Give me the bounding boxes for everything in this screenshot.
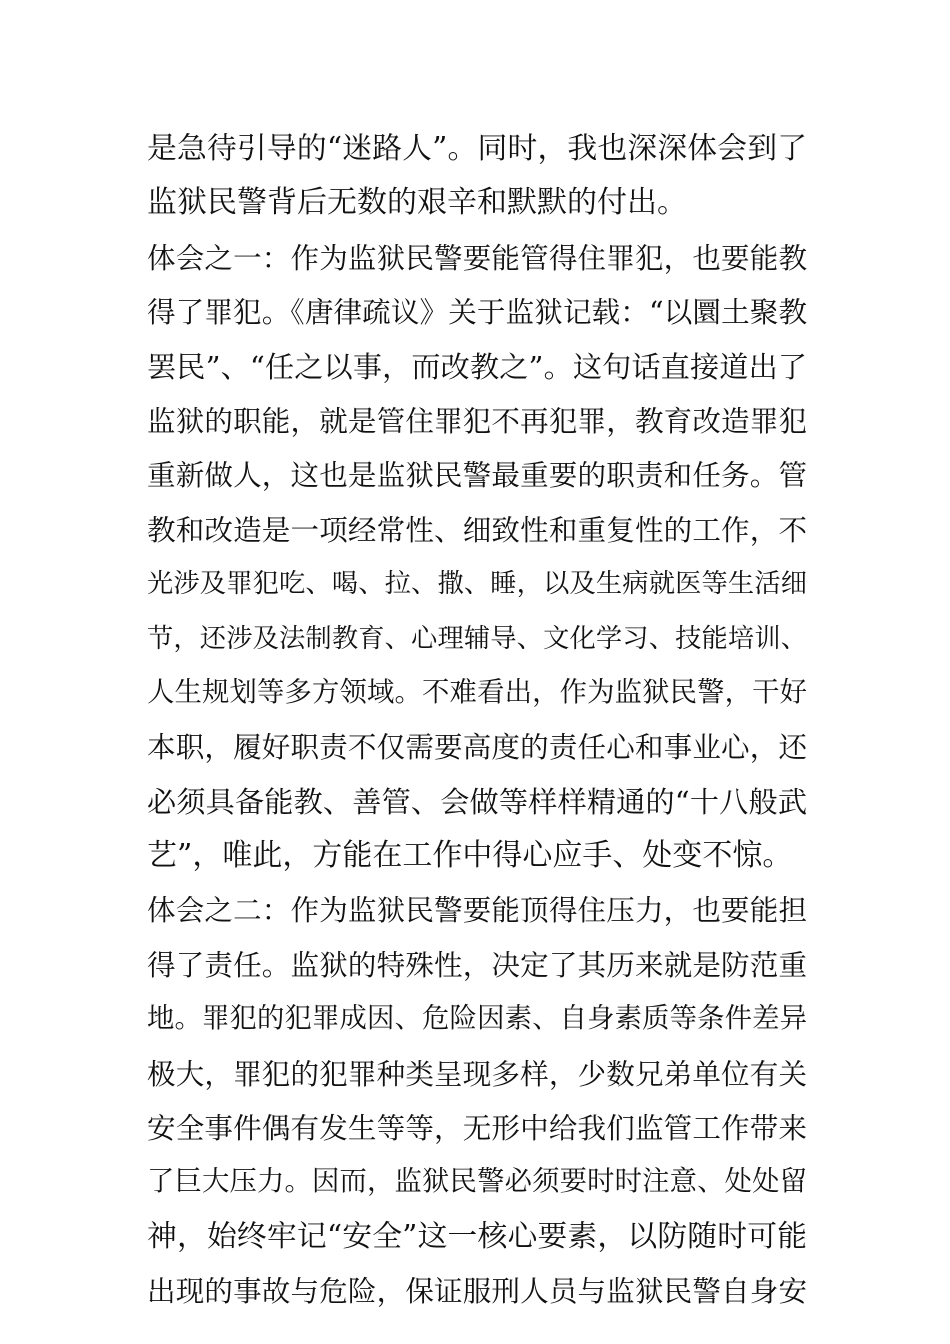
text-line: 了巨大压力。因而，监狱民警必须要时时注意、处处留 bbox=[147, 1166, 807, 1198]
text-line: 出现的事故与危险，保证服刑人员与监狱民警自身安 bbox=[147, 1274, 807, 1309]
text-line: 得了责任。监狱的特殊性，决定了其历来就是防范重 bbox=[147, 947, 807, 982]
text-line: 教和改造是一项经常性、细致性和重复性的工作，不 bbox=[147, 512, 807, 547]
body-text bbox=[147, 122, 807, 1319]
text-line: 地。罪犯的犯罪成因、危险因素、自身素质等条件差异 bbox=[147, 1003, 807, 1035]
text-line: 体会之二：作为监狱民警要能顶得住压力，也要能担 bbox=[147, 893, 807, 928]
text-line: 极大，罪犯的犯罪种类呈现多样，少数兄弟单位有关 bbox=[147, 1056, 807, 1091]
text-line: 重新做人，这也是监狱民警最重要的职责和任务。管 bbox=[147, 458, 807, 493]
text-line: 罢民”、“任之以事，而改教之”。这句话直接道出了 bbox=[147, 349, 807, 384]
text-line: 体会之一：作为监狱民警要能管得住罪犯，也要能教 bbox=[147, 240, 807, 275]
text-line: 安全事件偶有发生等等，无形中给我们监管工作带来 bbox=[147, 1111, 807, 1146]
text-line: 艺”，唯此，方能在工作中得心应手、处变不惊。 bbox=[147, 838, 793, 874]
text-line: 光涉及罪犯吃、喝、拉、撒、睡，以及生病就医等生活细 bbox=[147, 569, 807, 600]
text-line: 本职，履好职责不仅需要高度的责任心和事业心，还 bbox=[147, 730, 807, 765]
text-line: 得了罪犯。《唐律疏议》关于监狱记载：“以圜土聚教 bbox=[147, 295, 807, 330]
text-line: 监狱的职能，就是管住罪犯不再犯罪，教育改造罪犯 bbox=[147, 403, 807, 438]
text-line: 必须具备能教、善管、会做等样样精通的“十八般武 bbox=[147, 784, 807, 819]
text-line: 监狱民警背后无数的艰辛和默默的付出。 bbox=[147, 185, 687, 221]
text-line: 神，始终牢记“安全”这一核心要素，以防随时可能 bbox=[147, 1218, 807, 1254]
text-line: 是急待引导的“迷路人”。同时，我也深深体会到了 bbox=[147, 131, 807, 166]
text-line: 节，还涉及法制教育、心理辅导、文化学习、技能培训、 bbox=[147, 623, 807, 654]
text-line: 人生规划等多方领域。不难看出，作为监狱民警，干好 bbox=[147, 676, 807, 708]
